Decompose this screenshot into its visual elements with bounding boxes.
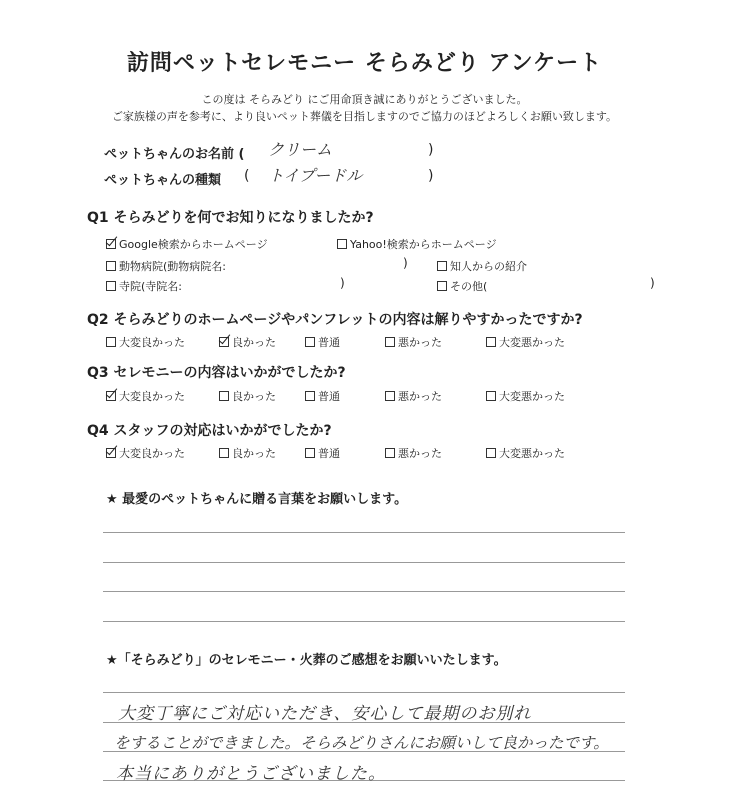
- checkbox-checked-icon[interactable]: [106, 239, 116, 249]
- pet-name-value[interactable]: クリーム: [268, 140, 333, 159]
- q3-option-good[interactable]: 良かった: [219, 388, 276, 404]
- pet-type-open-paren: (: [244, 168, 250, 184]
- q3-option-bad[interactable]: 悪かった: [385, 388, 442, 404]
- checkbox-icon[interactable]: [219, 391, 229, 401]
- impression-section-title: ★「そらみどり」のセレモニー・火葬のご感想をお願いいたします。: [106, 653, 507, 668]
- pet-name-close-paren: ): [428, 142, 434, 158]
- impression-text-line-1[interactable]: 大変丁寧にご対応いただき、安心して最期のお別れ: [118, 704, 532, 724]
- q3-question: Q3 セレモニーの内容はいかがでしたか?: [87, 365, 346, 381]
- q1-question: Q1 そらみどりを何でお知りになりましたか?: [87, 210, 374, 226]
- message-line[interactable]: [103, 591, 625, 592]
- q1-option-vet[interactable]: 動物病院(動物病院名:: [106, 258, 226, 274]
- q4-option-very-good[interactable]: 大変良かった: [106, 445, 185, 461]
- checkbox-icon[interactable]: [385, 337, 395, 347]
- checkbox-checked-icon[interactable]: [219, 337, 229, 347]
- checkbox-icon[interactable]: [305, 448, 315, 458]
- q2-option-very-bad[interactable]: 大変悪かった: [486, 334, 565, 350]
- q1-option-google[interactable]: Google検索からホームページ: [106, 236, 268, 252]
- q2-option-good[interactable]: 良かった: [219, 334, 276, 350]
- checkbox-icon[interactable]: [305, 391, 315, 401]
- message-line[interactable]: [103, 621, 625, 622]
- impression-line[interactable]: [103, 692, 625, 693]
- checkbox-icon[interactable]: [385, 448, 395, 458]
- q1-vet-close-paren: ): [403, 256, 408, 270]
- checkbox-icon[interactable]: [486, 448, 496, 458]
- pet-type-close-paren: ): [428, 168, 434, 184]
- checkbox-checked-icon[interactable]: [106, 391, 116, 401]
- message-line[interactable]: [103, 532, 625, 533]
- checkbox-checked-icon[interactable]: [106, 448, 116, 458]
- checkbox-icon[interactable]: [219, 448, 229, 458]
- q1-other-close-paren: ): [650, 276, 655, 290]
- q2-option-normal[interactable]: 普通: [305, 334, 340, 350]
- checkbox-icon[interactable]: [337, 239, 347, 249]
- q4-option-bad[interactable]: 悪かった: [385, 445, 442, 461]
- checkbox-icon[interactable]: [486, 337, 496, 347]
- checkbox-icon[interactable]: [106, 337, 116, 347]
- q4-option-very-bad[interactable]: 大変悪かった: [486, 445, 565, 461]
- q2-question: Q2 そらみどりのホームページやパンフレットの内容は解りやすかったですか?: [87, 312, 583, 328]
- q1-option-other[interactable]: その他(: [437, 278, 487, 294]
- q2-option-bad[interactable]: 悪かった: [385, 334, 442, 350]
- checkbox-icon[interactable]: [437, 261, 447, 271]
- intro-line-1: この度は そらみどり にご用命頂き誠にありがとうございました。: [201, 93, 528, 106]
- q1-option-referral[interactable]: 知人からの紹介: [437, 258, 527, 274]
- pet-type-value[interactable]: トイプードル: [268, 166, 363, 185]
- impression-text-line-3[interactable]: 本当にありがとうございました。: [116, 764, 386, 784]
- q1-option-yahoo[interactable]: Yahoo!検索からホームページ: [337, 236, 497, 252]
- q3-option-normal[interactable]: 普通: [305, 388, 340, 404]
- q4-question: Q4 スタッフの対応はいかがでしたか?: [87, 423, 332, 439]
- pet-name-label: ペットちゃんのお名前 (: [104, 147, 245, 162]
- checkbox-icon[interactable]: [106, 281, 116, 291]
- intro-line-2: ご家族様の声を参考に、より良いペット葬儀を目指しますのでご協力のほどよろしくお願い致します。: [111, 110, 618, 123]
- page-title: 訪問ペットセレモニー そらみどり アンケート: [126, 51, 603, 76]
- checkbox-icon[interactable]: [106, 261, 116, 271]
- checkbox-icon[interactable]: [486, 391, 496, 401]
- q4-option-normal[interactable]: 普通: [305, 445, 340, 461]
- checkbox-icon[interactable]: [305, 337, 315, 347]
- checkbox-icon[interactable]: [385, 391, 395, 401]
- q3-option-very-bad[interactable]: 大変悪かった: [486, 388, 565, 404]
- message-section-title: ★ 最愛のペットちゃんに贈る言葉をお願いします。: [106, 492, 408, 507]
- q1-option-temple[interactable]: 寺院(寺院名:: [106, 278, 182, 294]
- q2-option-very-good[interactable]: 大変良かった: [106, 334, 185, 350]
- pet-type-label: ペットちゃんの種類: [104, 173, 222, 188]
- message-line[interactable]: [103, 562, 625, 563]
- q3-option-very-good[interactable]: 大変良かった: [106, 388, 185, 404]
- q4-option-good[interactable]: 良かった: [219, 445, 276, 461]
- checkbox-icon[interactable]: [437, 281, 447, 291]
- impression-text-line-2[interactable]: をすることができました。そらみどりさんにお願いして良かったです。: [114, 734, 609, 752]
- q1-temple-close-paren: ): [340, 276, 345, 290]
